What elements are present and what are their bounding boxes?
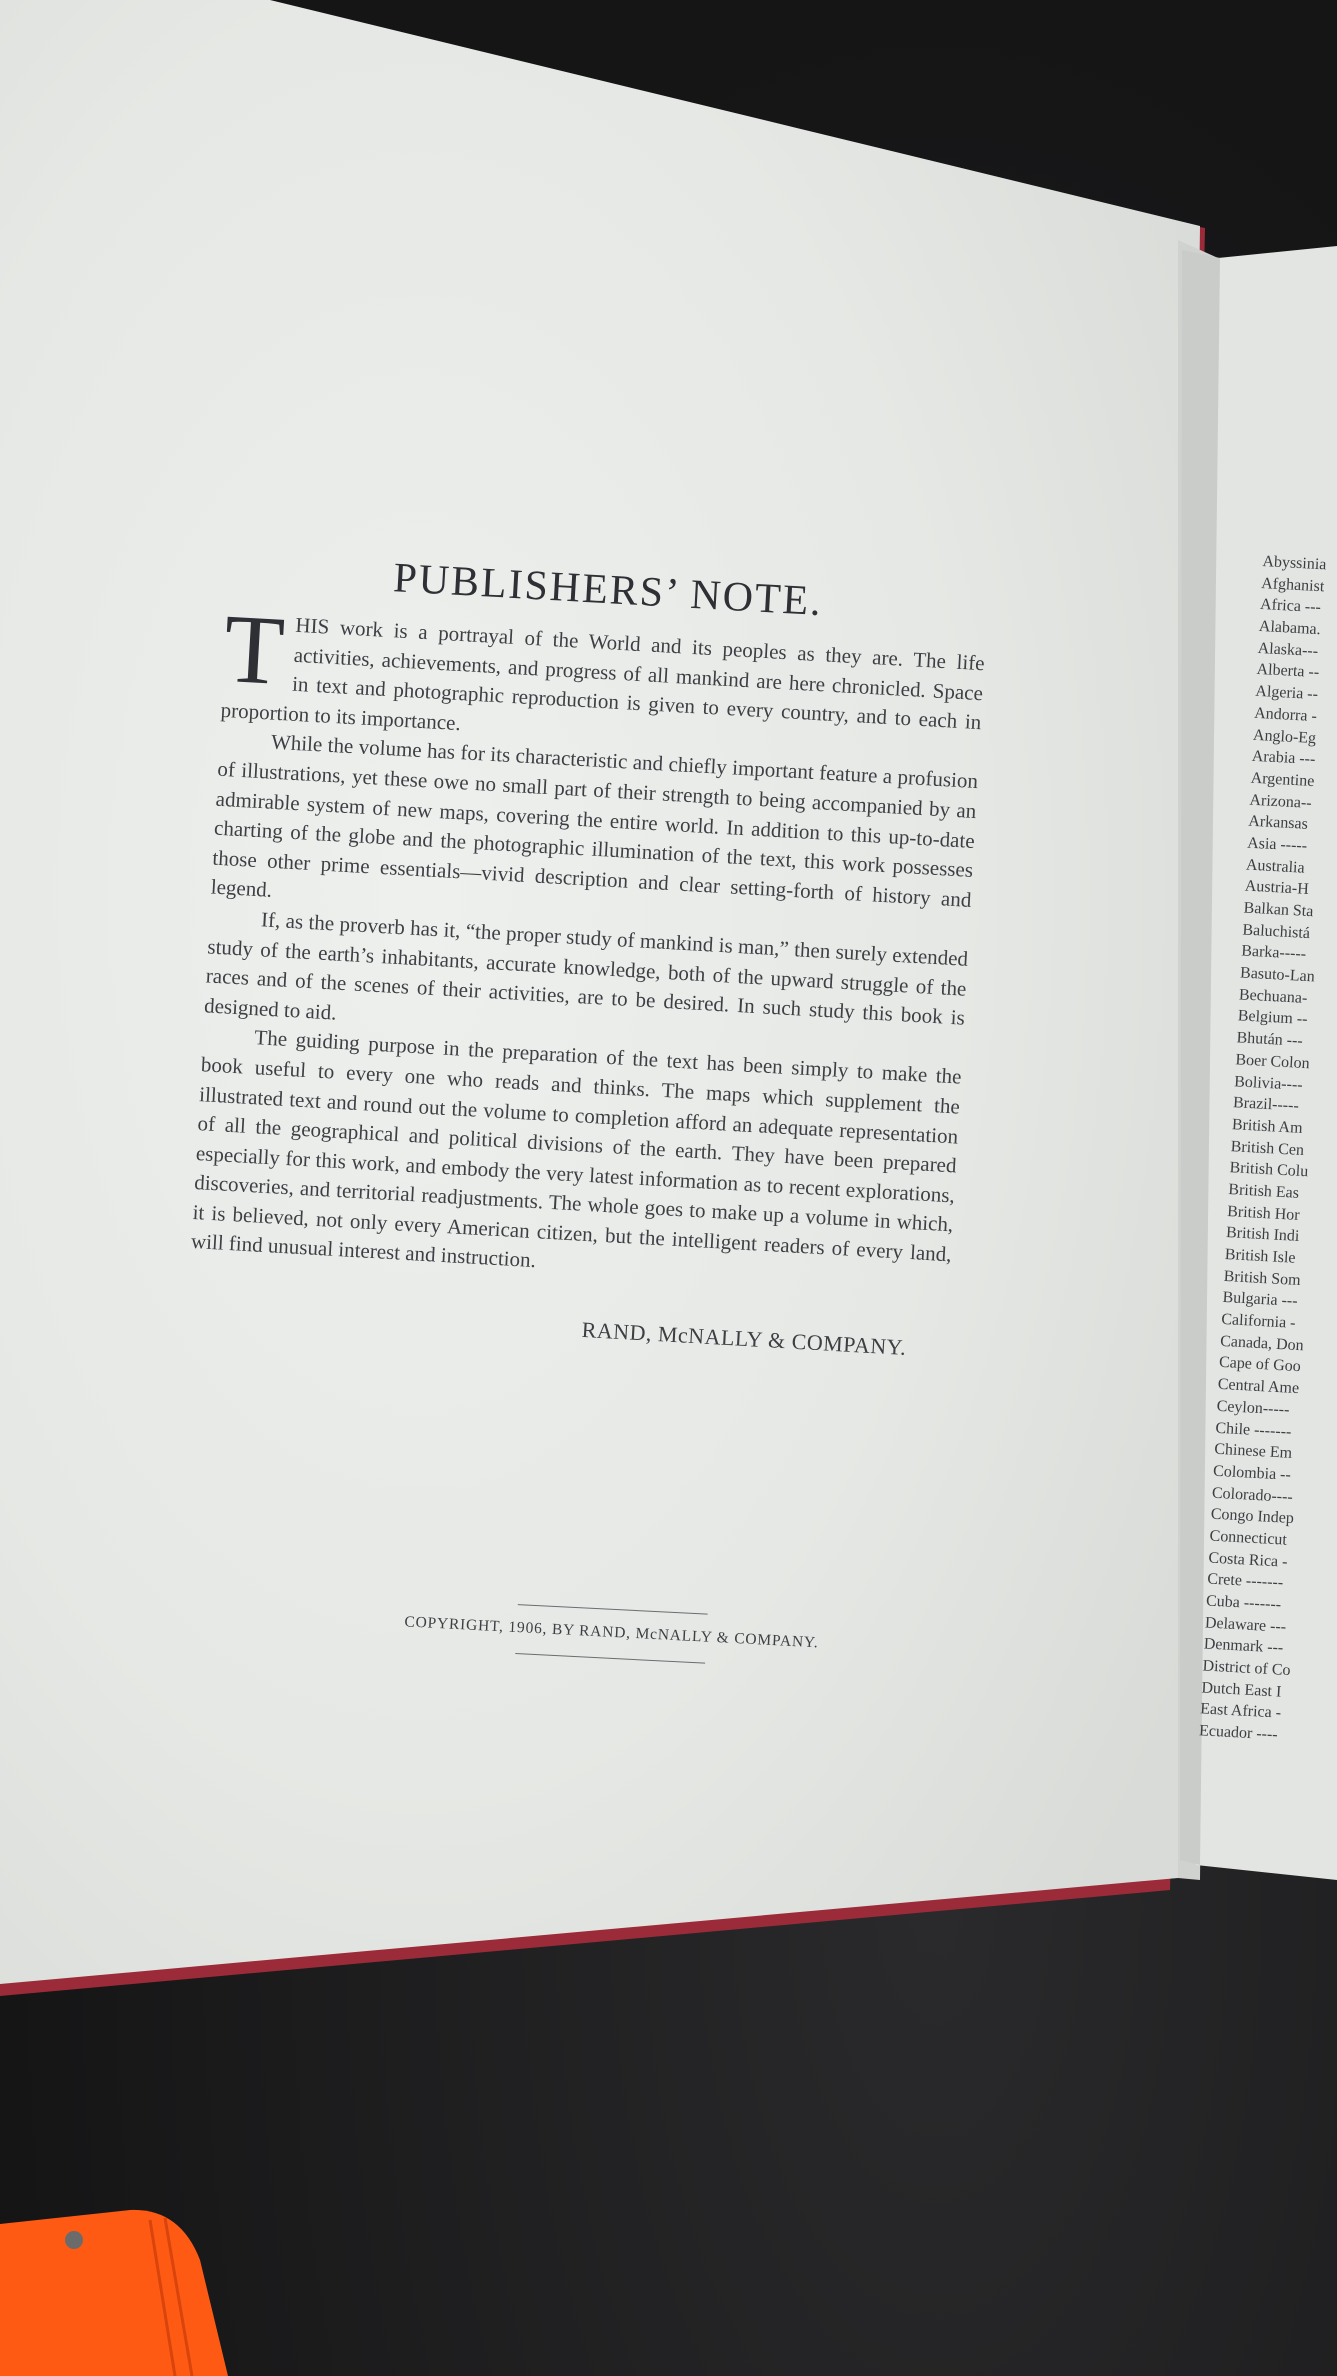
index-entry: California -: [1220, 1310, 1296, 1332]
index-entry: Andorra -: [1253, 704, 1318, 725]
note-body: [190, 594, 986, 1299]
index-entry: Afghanist: [1260, 574, 1325, 596]
index-entry: Anglo-Eg: [1252, 726, 1317, 747]
index-entry: Austria-H: [1244, 877, 1310, 899]
index-entry: Baluchistá: [1242, 921, 1311, 942]
tape-measure: [0, 2200, 240, 2376]
drop-cap-letter: T: [221, 594, 287, 707]
publishers-note: [187, 545, 989, 1363]
index-entry: Colorado----: [1211, 1484, 1294, 1506]
index-entry: Congo Indep: [1210, 1505, 1295, 1528]
index-entry: British Colu: [1229, 1159, 1309, 1181]
index-entry: Abyssinia: [1261, 552, 1327, 574]
index-entry: British Isle: [1224, 1245, 1296, 1267]
index-entry: Bechuana-: [1238, 986, 1308, 1007]
index-entry: Connecticut: [1209, 1527, 1288, 1549]
index-entry: British Eas: [1227, 1181, 1300, 1202]
index-entry: Arabia ---: [1251, 747, 1316, 769]
index-entry: Central Ame: [1217, 1375, 1300, 1398]
index-entry: Alabama.: [1258, 617, 1322, 639]
index-entry: Arizona--: [1249, 791, 1313, 812]
page-title: PUBLISHERS’ NOTE.: [392, 555, 824, 626]
index-entry: Ceylon-----: [1216, 1397, 1290, 1419]
index-entry: Brazil-----: [1232, 1094, 1300, 1115]
index-entry: Africa ---: [1259, 596, 1322, 617]
index-entry: Cuba -------: [1205, 1592, 1282, 1614]
index-entry: British Hor: [1226, 1202, 1301, 1224]
index-entry: Alaska---: [1257, 639, 1319, 660]
index-entry: Dutch East I: [1200, 1679, 1282, 1701]
index-entry: Crete -------: [1206, 1570, 1284, 1592]
index-entry: Costa Rica -: [1208, 1549, 1288, 1571]
index-entry: Colombia --: [1212, 1462, 1292, 1484]
index-entry: Alberta --: [1256, 661, 1320, 682]
index-entry: District of Co: [1202, 1657, 1291, 1680]
index-entry: Balkan Sta: [1243, 899, 1314, 921]
index-entry: Cape of Goo: [1218, 1354, 1302, 1376]
index-entry: Barka-----: [1240, 942, 1307, 964]
index-entry: Basuto-Lan: [1239, 964, 1316, 986]
note-paragraph-text: HIS work is a portrayal of the World and its peoples as they are. The life activities, achievements, and progress of all mankind are here chronicled. Space in text and photographic reproduction is given to every country, and to each in proportion to its importance.: [220, 612, 986, 735]
index-entry: British Cen: [1230, 1137, 1305, 1159]
index-entry: Bolivia----: [1233, 1072, 1304, 1094]
index-entry: Arkansas: [1247, 812, 1309, 834]
index-entry: Delaware ---: [1204, 1614, 1287, 1636]
index-entry: Algeria --: [1254, 682, 1319, 704]
index-entry: Australia: [1245, 856, 1306, 877]
index-entry: Bhután ---: [1236, 1029, 1304, 1050]
index-entry: Belgium --: [1237, 1007, 1308, 1029]
index-entry: Ecuador ----: [1198, 1722, 1279, 1744]
note-paragraph: If, as the proverb has it, “the proper study of mankind is man,” then surely extended study of the earth’s inhabitants, accurate knowledge, both of the upward struggle of the races and of the scenes of their activities, are to be desired. In such study this book is designed to aid.: [203, 907, 969, 1030]
index-entry: British Am: [1231, 1116, 1303, 1137]
index-entry: Chinese Em: [1213, 1440, 1293, 1463]
index-entry: British Indi: [1225, 1224, 1300, 1246]
index-entry: Denmark ---: [1203, 1635, 1284, 1658]
index-entry: Boer Colon: [1234, 1051, 1311, 1073]
index-entry: Chile -------: [1215, 1419, 1292, 1441]
index-entry: Bulgaria ---: [1222, 1289, 1298, 1311]
index-entry: Asia -----: [1246, 834, 1308, 855]
index-entry: British Som: [1223, 1267, 1301, 1289]
index-entry: East Africa -: [1199, 1700, 1282, 1723]
index-entry: Argentine: [1250, 769, 1315, 790]
index-entry: Canada, Don: [1219, 1332, 1305, 1355]
copyright-line: COPYRIGHT, 1906, BY RAND, McNALLY & COMPANY.: [404, 1613, 819, 1652]
publisher-signature: RAND, McNALLY & COMPANY.: [581, 1316, 907, 1361]
note-paragraph: The guiding purpose in the preparation of the text has been simply to make the book useful to every one who reads and thinks. The maps which supplement the illustrated text and round out the volume to completion afford an adequate representation of all the geographical and political divisions of the earth. They have been prepared especially for this work, and embody the very latest information as to recent explorations, discoveries, and territorial readjustments. The whole goes to make up a volume in which, it is believed, not only every American citizen, but the intelligent readers of every land, will find unusual interest and instruction.: [190, 1025, 963, 1273]
note-paragraph: While the volume has for its characteristic and chiefly important feature a profusion of illustrations, yet these owe no small part of their strength to being accompanied by an admirable system of new maps, covering the entire world. In addition to this up-to-date charting of the globe and the photographic illumination of the text, this work possesses those other prime essentials—vivid description and clear setting-forth of history and legend.: [210, 729, 979, 912]
